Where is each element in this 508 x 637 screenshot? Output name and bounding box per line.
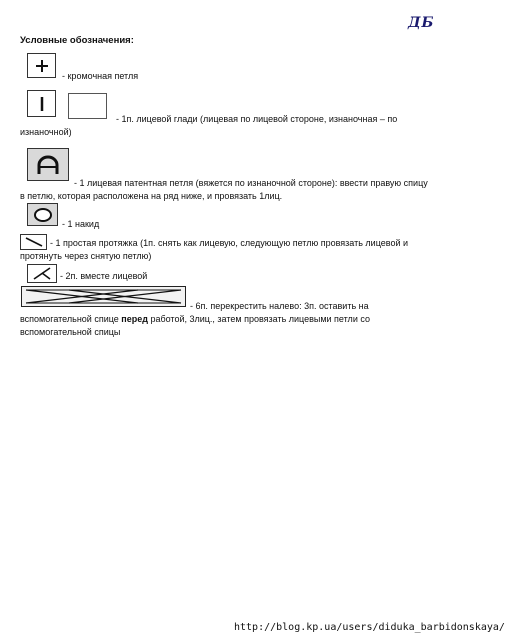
legend-title: Условные обозначения: [20, 35, 134, 46]
vertical-bar-icon [27, 90, 56, 117]
legend-cable-text-2-bold: перед [121, 314, 148, 324]
legend-patent-text-1: - 1 лицевая патентная петля (вяжется по изнаночной стороне): ввести правую спицу [74, 178, 428, 188]
legend-k2tog-text: - 2п. вместе лицевой [60, 271, 148, 281]
legend-cable-text-2b: работой, 3лиц., затем провязать лицевыми петли со [147, 314, 370, 324]
logo-signature: ДБ [408, 15, 435, 31]
arch-icon [27, 148, 69, 181]
slant-right-icon [20, 234, 47, 250]
empty-square-icon [68, 93, 107, 119]
legend-cable-text-1: - 6п. перекрестить налево: 3п. оставить на [190, 301, 369, 311]
circle-icon [27, 203, 58, 226]
legend-cable-text-3: вспомогательной спицы [20, 327, 121, 337]
legend-stockinette-text-2: изнаночной) [20, 127, 72, 137]
legend-cable-text-2a: вспомогательной спице [20, 314, 122, 324]
legend-yarn-over-text: - 1 накид [62, 219, 100, 229]
legend-ssk-text-2: протянуть через снятую петлю) [20, 251, 152, 261]
legend-ssk-text-1: - 1 простая протяжка (1п. снять как лицевую, следующую петлю провязать лицевой и [50, 238, 409, 248]
footer-url: http://blog.kp.ua/users/diduka_barbidonskaya/ [234, 622, 505, 633]
slant-left-icon [27, 264, 57, 283]
plus-icon [27, 53, 56, 78]
legend-stockinette-text-1: - 1п. лицевой глади (лицевая по лицевой стороне, изнаночная – по [116, 114, 398, 124]
legend-patent-text-2: в петлю, которая расположена на ряд ниже, и провязать 1лиц. [20, 191, 283, 201]
legend-cable-text-2 [20, 313, 370, 326]
cable-cross-icon [21, 286, 186, 307]
legend-edge-text: - кромочная петля [62, 71, 139, 81]
